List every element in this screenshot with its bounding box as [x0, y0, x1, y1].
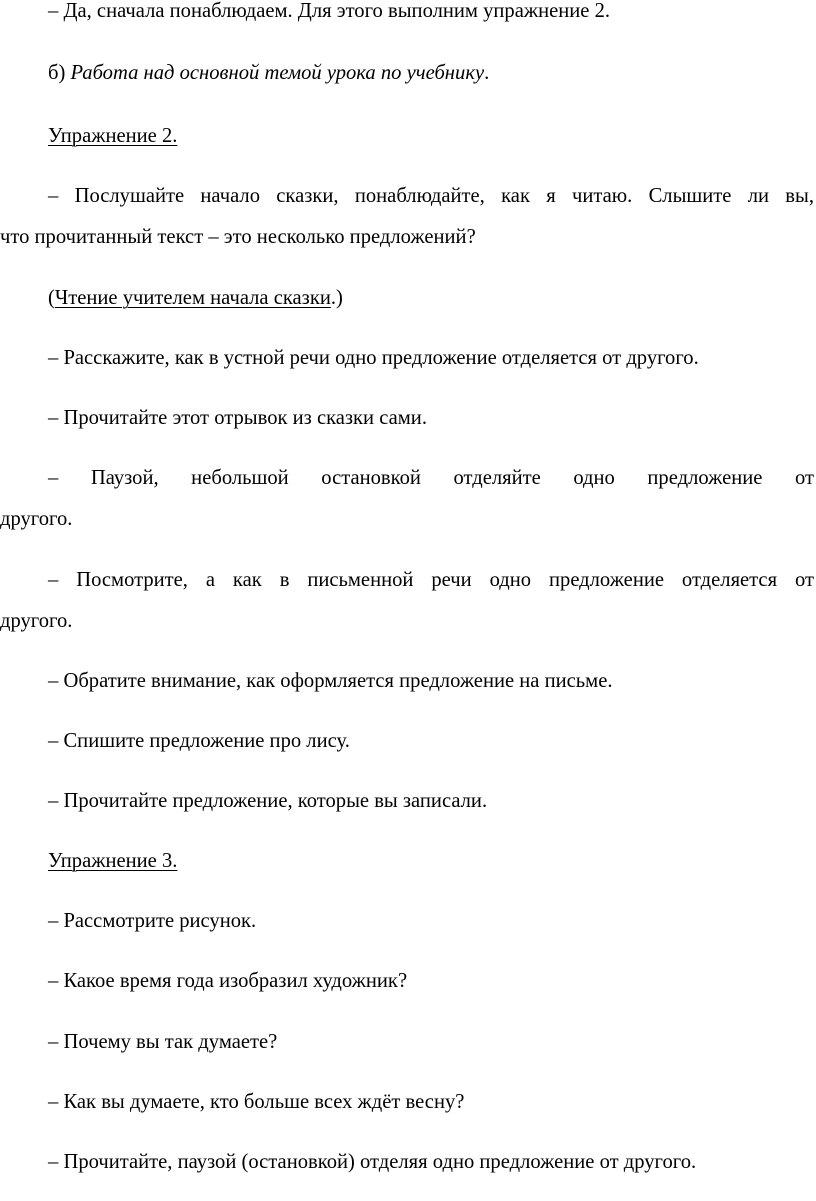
exercise-heading-text: Упражнение 3.: [48, 850, 178, 872]
list-marker: б): [48, 62, 71, 84]
text-line: – Прочитайте этот отрывок из сказки сами.: [48, 407, 427, 429]
text-line: – Спишите предложение про лису.: [48, 730, 350, 752]
exercise-heading-text: Упражнение 2.: [48, 125, 178, 147]
text-line: – Да, сначала понаблюдаем. Для этого выполним упражнение 2.: [48, 0, 611, 22]
text-line: – Паузой, небольшой остановкой отделяйте одно предложение от: [48, 467, 814, 489]
paren-close: .): [330, 287, 343, 309]
text-line: что прочитанный текст – это несколько предложений?: [0, 226, 476, 248]
text-line: – Как вы думаете, кто больше всех ждёт весну?: [48, 1091, 465, 1113]
text-line: – Прочитайте предложение, которые вы записали.: [48, 790, 488, 812]
text-line: – Расскажите, как в устной речи одно предложение отделяется от другого.: [48, 347, 699, 369]
exercise-heading: [0, 848, 816, 874]
teacher-reading-note: Чтение учителем начала сказки: [54, 287, 331, 309]
text-line: – Какое время года изобразил художник?: [48, 970, 408, 992]
paren-open: (: [48, 287, 55, 309]
text-line: – Почему вы так думаете?: [48, 1031, 278, 1053]
exercise-heading: [0, 123, 816, 149]
text-line: [0, 60, 816, 86]
section-subtitle: Работа над основной темой урока по учебнику: [70, 62, 485, 84]
text-line: другого.: [0, 610, 73, 632]
text-line: – Обратите внимание, как оформляется предложение на письме.: [48, 670, 613, 692]
punctuation: .: [484, 62, 490, 84]
text-line: – Посмотрите, а как в письменной речи одно предложение отделяется от: [48, 569, 814, 591]
text-line: другого.: [0, 508, 73, 530]
text-line: – Прочитайте, паузой (остановкой) отделяя одно предложение от другого.: [48, 1151, 697, 1173]
text-line: – Рассмотрите рисунок.: [48, 910, 257, 932]
text-line: – Послушайте начало сказки, понаблюдайте, как я читаю. Слышите ли вы,: [48, 185, 814, 207]
text-line: [0, 285, 816, 311]
